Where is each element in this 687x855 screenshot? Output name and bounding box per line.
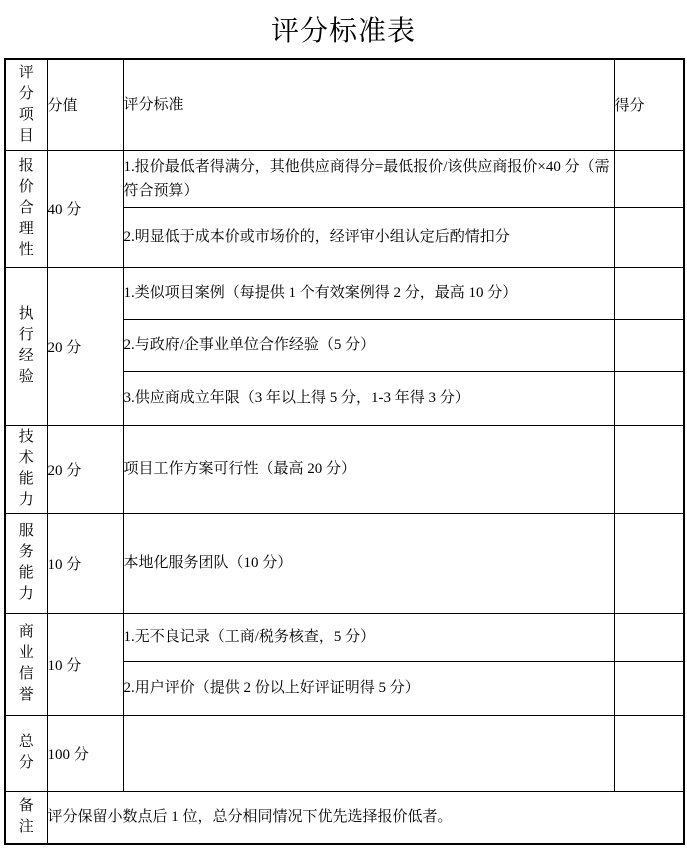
score-cell [614, 207, 684, 267]
score-cell [614, 661, 684, 715]
remark-label: 备注 [18, 798, 34, 836]
criteria-text: 项目工作方案可行性（最高 20 分） [123, 425, 614, 513]
table-row [5, 613, 684, 661]
criteria-text: 2.用户评价（提供 2 份以上好评证明得 5 分） [123, 661, 614, 715]
criteria-text: 3.供应商成立年限（3 年以上得 5 分，1-3 年得 3 分） [123, 371, 614, 425]
score-cell [614, 371, 684, 425]
header-score-label: 得分 [614, 59, 684, 150]
item-label-execution-experience: 执行经验 [5, 267, 47, 425]
item-label-total-score: 总分 [5, 715, 47, 791]
table-row [5, 150, 684, 207]
table-header-row [5, 59, 684, 150]
points-value: 40 分 [47, 150, 123, 267]
criteria-text: 2.明显低于成本价或市场价的，经评审小组认定后酌情扣分 [123, 207, 614, 267]
criteria-text: 1.类似项目案例（每提供 1 个有效案例得 2 分，最高 10 分） [123, 267, 614, 319]
points-value: 20 分 [47, 425, 123, 513]
page-title: 评分标准表 [270, 16, 416, 47]
points-value: 100 分 [47, 715, 123, 791]
points-value: 10 分 [47, 613, 123, 715]
criteria-text: 2.与政府/企事业单位合作经验（5 分） [123, 319, 614, 371]
remark-text: 评分保留小数点后 1 位，总分相同情况下优先选择报价低者。 [47, 791, 684, 844]
criteria-cell-empty [123, 715, 614, 791]
item-label-technical-ability: 技术能力 [5, 425, 47, 513]
criteria-text: 本地化服务团队（10 分） [123, 513, 614, 613]
header-item-cell [5, 59, 47, 150]
table-row [5, 267, 684, 319]
score-cell [614, 267, 684, 319]
item-label-service-ability: 服务能力 [5, 513, 47, 613]
table-row [5, 425, 684, 513]
points-value: 20 分 [47, 267, 123, 425]
score-cell [614, 319, 684, 371]
table-row [5, 715, 684, 791]
score-cell [614, 150, 684, 207]
item-label-business-reputation: 商业信誉 [5, 613, 47, 715]
points-value: 10 分 [47, 513, 123, 613]
table-remark-row [5, 791, 684, 844]
criteria-text: 1.无不良记录（工商/税务核查，5 分） [123, 613, 614, 661]
scoring-criteria-table [4, 58, 685, 845]
score-cell [614, 425, 684, 513]
table-row [5, 513, 684, 613]
remark-label-cell [5, 791, 47, 844]
header-criteria-label: 评分标准 [123, 59, 614, 150]
header-item-label: 评分项目 [18, 64, 34, 144]
score-cell [614, 715, 684, 791]
criteria-text: 1.报价最低者得满分，其他供应商得分=最低报价/该供应商报价×40 分（需符合预算） [123, 150, 614, 207]
header-points-label: 分值 [47, 59, 123, 150]
score-cell [614, 613, 684, 661]
item-label-price-reasonableness: 报价合理性 [5, 150, 47, 267]
score-cell [614, 513, 684, 613]
